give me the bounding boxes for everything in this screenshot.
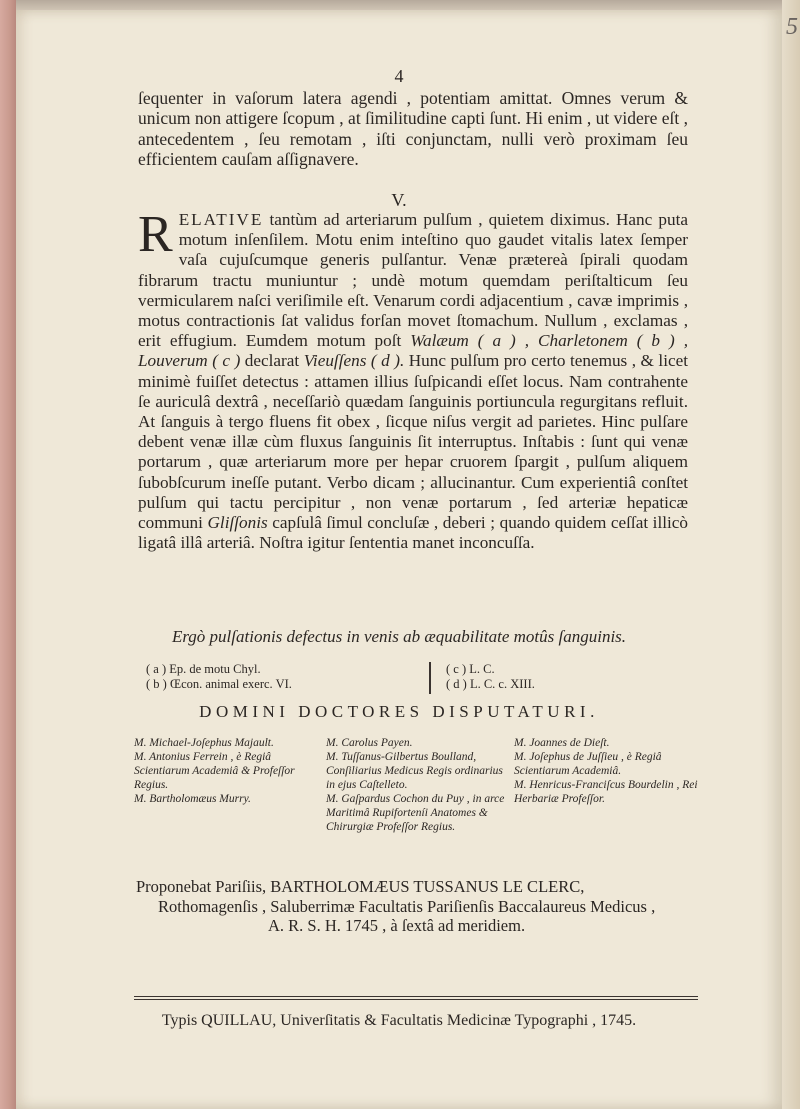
corner-folio-mark: 5: [786, 14, 798, 40]
section-number: V.: [391, 190, 407, 210]
section-body: [138, 206, 689, 553]
section-text-3: Hunc pulſum pro certo tenemus , & licet minimè fuiſſet detectus : attamen illius ſuſpicandi eſſet locus. Nam contrahente ſe auriculâ dextrâ , neceſſariò quædam ſanguinis portiuncula regurgitans refluit. At ſanguis à tergo fluens fit obex , ſicque niſus vergit ad parietes. Hinc pulſare debent venæ illæ cùm fluxus ſanguinis ſit interruptus. Inſtabis : ſunt qui venæ portarum , quæ arteriarum more per hepar cruorem ſpargit , pulſum aliquem ſubobſcurum ineſſe putant. Verbo dicam ; allucinantur. Cum experientiâ conſtet pulſum qui tactu percipitur , non venæ portarum , ſed arteriæ hepaticæ communi: [138, 351, 689, 533]
footnotes-left: [146, 662, 292, 692]
doctor-entry: M. Joannes de Dieſt.: [514, 737, 610, 749]
footnotes-right: [446, 662, 535, 692]
proponent-line-2: Rothomagenſis , Saluberrimæ Facultatis Pariſienſis Baccalaureus Medicus ,: [158, 896, 656, 916]
footnote-b: ( b ) Œcon. animal exerc. VI.: [146, 677, 292, 691]
section-text-4: capſulâ ſimul concluſæ , deberi ; quando quidem ceſſat illicò ligatâ illâ arteriâ. Noſtra igitur ſententia manet inconcuſſa.: [138, 513, 688, 553]
doctors-heading: DOMINI DOCTORES DISPUTATURI.: [199, 702, 599, 721]
citation-authors: Walæum ( a ) , Charletonem ( b ) , Louverum ( c ): [138, 331, 688, 371]
intro-paragraph-text: ſequenter in vaſorum latera agendi , potentiam amittat. Omnes verum & unicum non attigere ſcopum , at ſimilitudine capti ſunt. Hi enim , ut videre eſt , antecedentem , ſeu remotam , iſti conjunctam, nulli verò proximam ſeu efficientem cauſam aſſignavere.: [138, 88, 688, 170]
footnote-a: ( a ) Ep. de motu Chyl.: [146, 662, 261, 676]
book-fore-edge: [0, 0, 16, 1109]
citation-glissonis: Gliſſonis: [207, 513, 268, 533]
doctor-entry: M. Michael-Joſephus Majault.: [134, 737, 274, 749]
page-top-edge: [0, 0, 800, 10]
doctors-column-3: [514, 736, 704, 806]
section-text-2: declarat: [240, 351, 304, 371]
colophon-rule: [134, 996, 698, 1000]
proponent-line-1: Proponebat Pariſiis, BARTHOLOMÆUS TUSSANUS LE CLERC,: [136, 877, 585, 896]
printer-colophon: Typis QUILLAU, Univerſitatis & Facultatis Medicinæ Typographi , 1745.: [161, 1012, 637, 1029]
page-right-edge: [782, 0, 800, 1109]
footnote-d: ( d ) L. C. c. XIII.: [446, 677, 535, 691]
drop-cap: R: [138, 206, 173, 263]
doctor-entry: M. Henricus-Franciſcus Bourdelin , Rei Herbariæ Profeſſor.: [514, 779, 698, 805]
section-lead-word: ELATIVE: [178, 210, 264, 229]
proponent-block: [136, 877, 696, 936]
proponent-line-3: A. R. S. H. 1745 , à ſextâ ad meridiem.: [268, 916, 526, 935]
footnote-divider: [429, 662, 431, 694]
thesis-conclusion: Ergò pulſationis defectus in venis ab æquabilitate motûs ſanguinis.: [171, 627, 627, 646]
doctor-entry: M. Gaſpardus Cochon du Puy , in arce Maritimâ Rupiforteníi Anatomes & Chirurgiæ Profeſſor Regius.: [326, 793, 505, 833]
page-number: 4: [394, 66, 404, 86]
citation-vieussens: Vieuſſens ( d ).: [303, 351, 405, 371]
doctor-entry: M. Joſephus de Juſſieu , è Regiâ Scientiarum Academiâ.: [514, 751, 662, 777]
doctor-entry: M. Carolus Payen.: [326, 737, 413, 749]
doctors-column-1: [134, 736, 314, 806]
section-text-1: tantùm ad arteriarum pulſum , quietem diximus. Hanc puta motum inſenſilem. Motu enim inteſtino quo gaudet vitalis latex ſemper vaſa cujuſcumque generis pulſantur. Venæ prætereà ſpirali quodam fibrarum tractu muniuntur ; undè motum quemdam periſtalticum ſeu vermicularem naſci veriſimile eſt. Venarum cordi adjacentium , cavæ imprimis , motus contractionis ſat validus forſan movet ſtomachum. Nullum , exclamas , erit effugium. Eumdem motum poſt: [138, 210, 688, 351]
footnote-c: ( c ) L. C.: [446, 662, 495, 676]
doctor-entry: M. Bartholomæus Murry.: [134, 793, 251, 805]
document-page: [16, 10, 782, 1109]
intro-paragraph: [138, 88, 688, 170]
doctor-entry: M. Antonius Ferrein , è Regiâ Scientiarum Academiâ & Profeſſor Regius.: [134, 751, 295, 791]
doctors-column-2: [326, 736, 506, 834]
doctor-entry: M. Tuſſanus-Gilbertus Boulland, Conſiliarius Medicus Regis ordinarius in ejus Caſtelleto.: [326, 751, 503, 791]
